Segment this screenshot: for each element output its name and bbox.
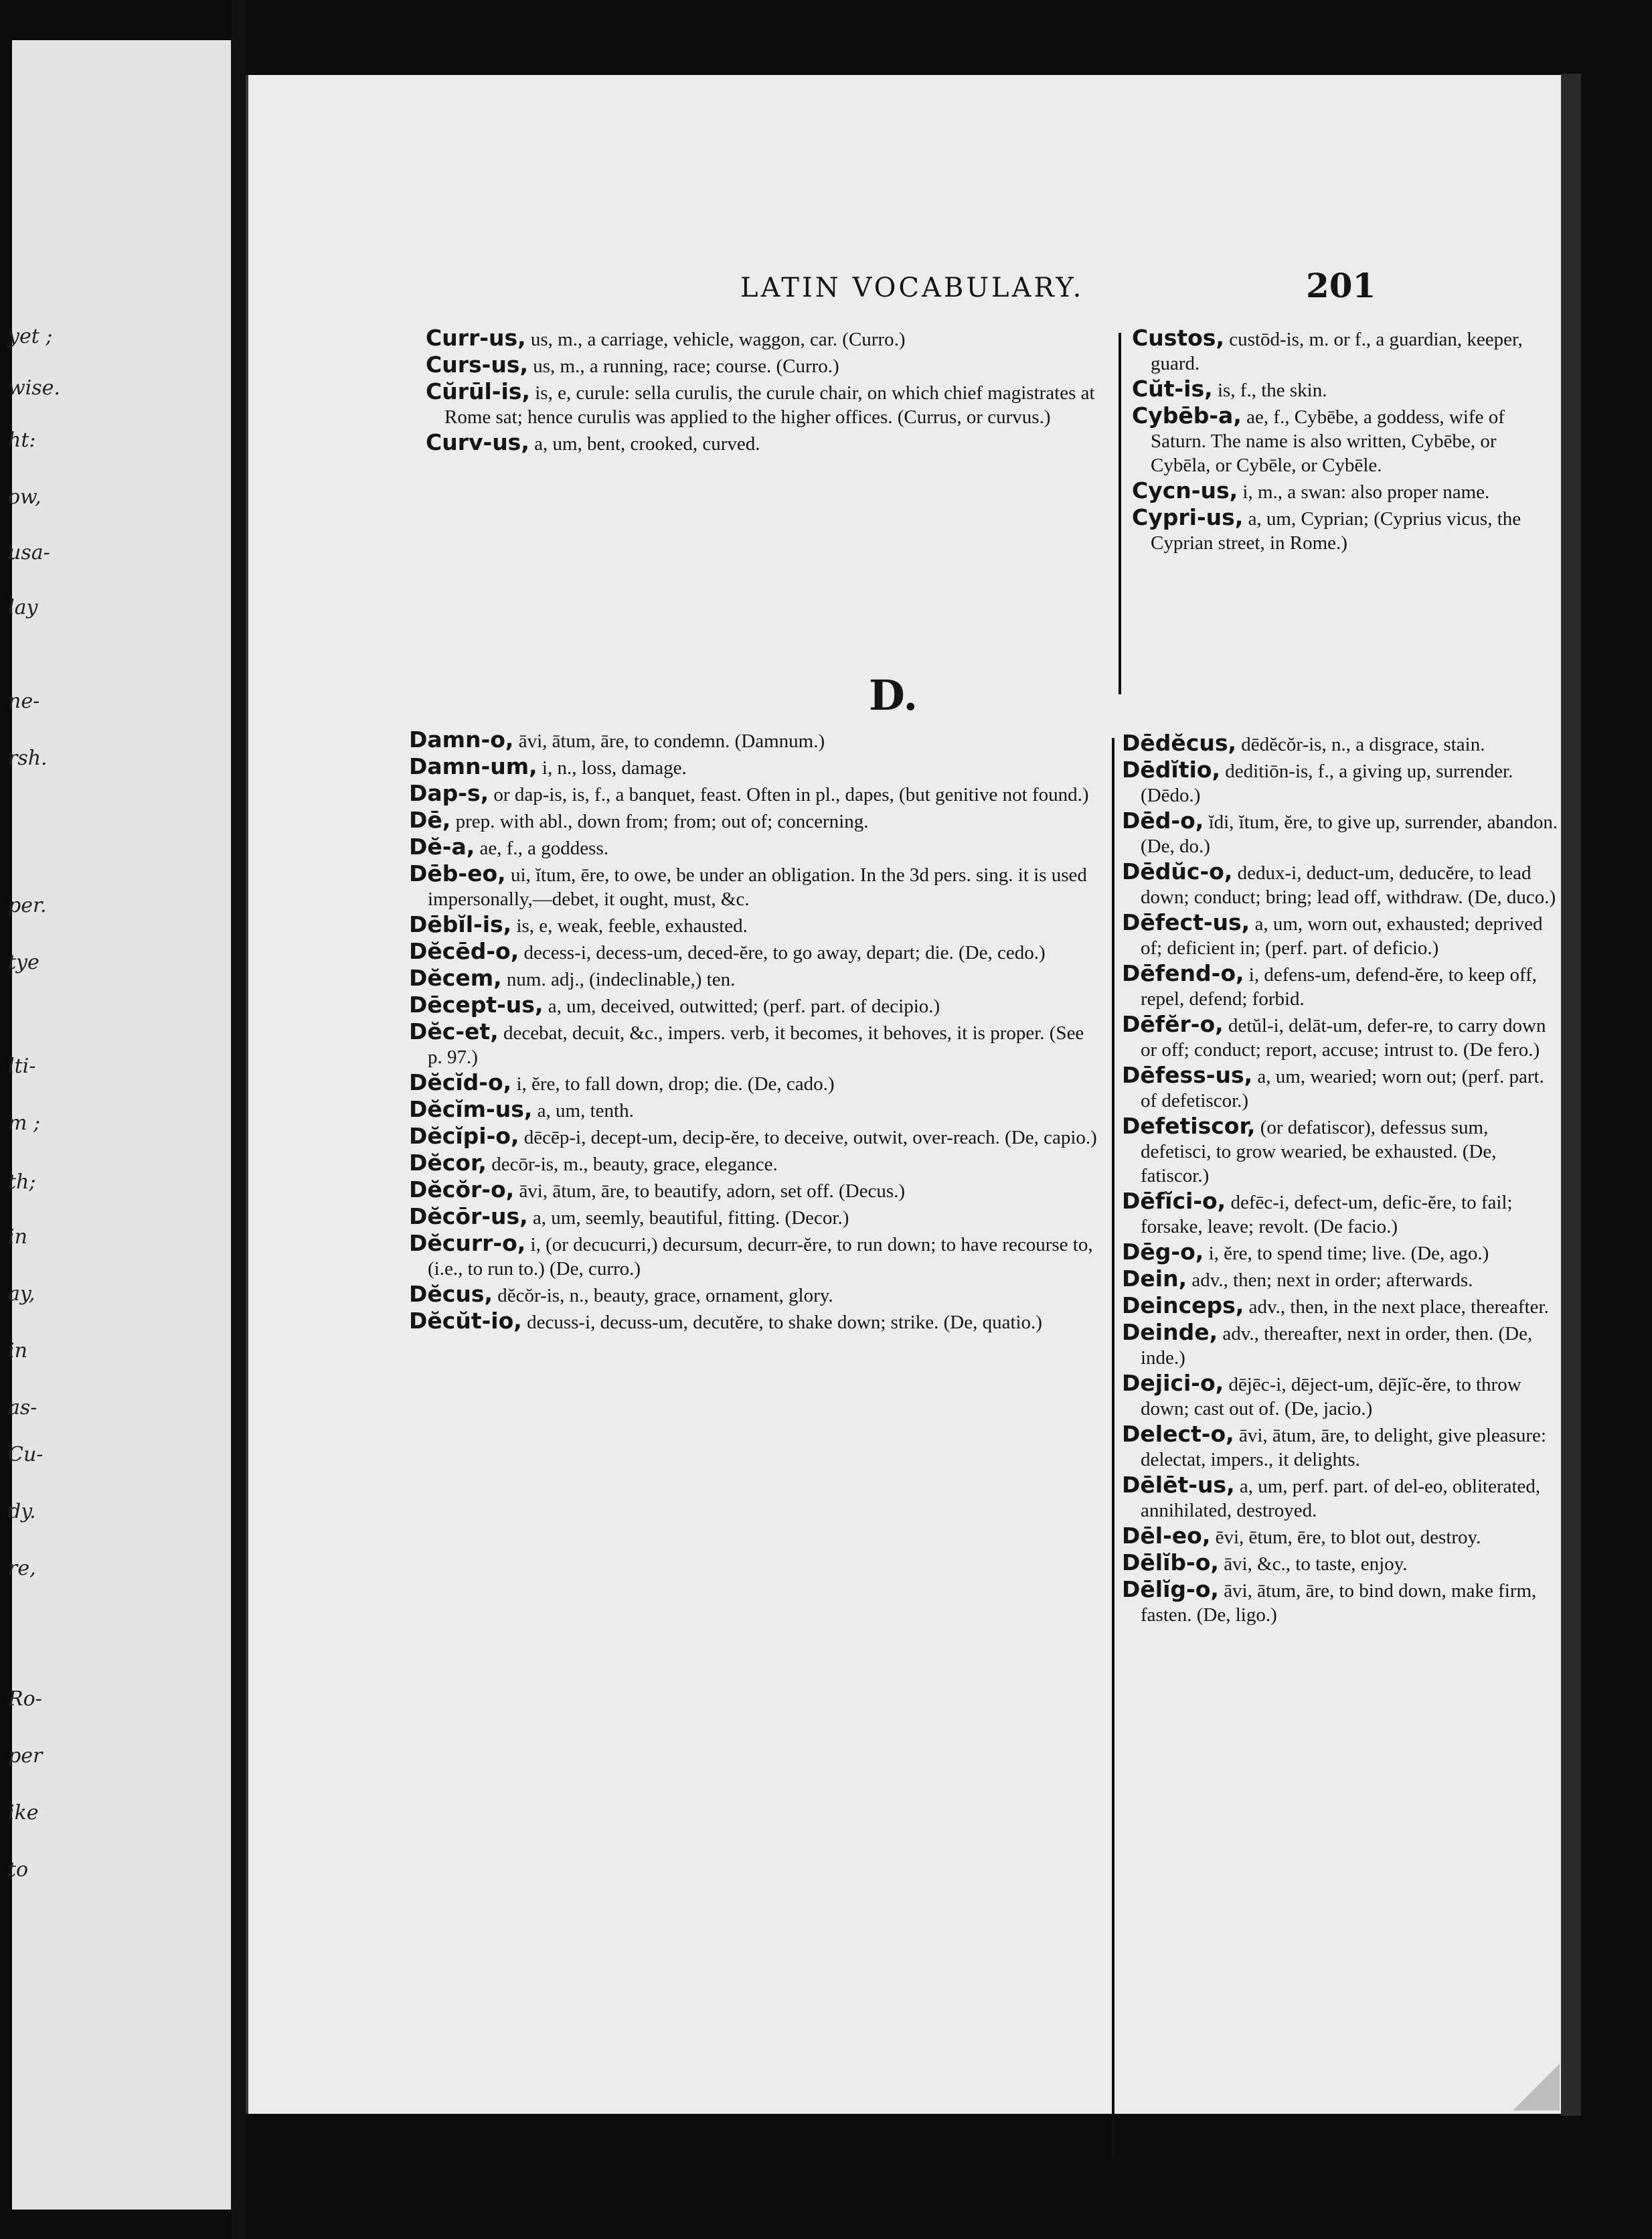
entry-headword: Dēfĕr-o,	[1122, 1011, 1224, 1037]
entry-definition: is, e, weak, feeble, exhausted.	[516, 915, 748, 937]
entry-headword: Cybēb-a,	[1132, 402, 1242, 429]
left-fragment: usa-	[8, 541, 50, 564]
entry-definition: decess-i, decess-um, deced-ĕre, to go away, depart; die. (De, cedo.)	[523, 942, 1046, 963]
left-fragment: re,	[8, 1557, 36, 1580]
entry-definition: a, um, tenth.	[537, 1100, 634, 1122]
entry-definition: ae, f., Cybēbe, a goddess, wife of Saturn. The name is also written, Cybēbe, or Cybēla, or Cybēle, or Cybēle.	[1151, 406, 1505, 476]
entry-headword: Dēdŭc-o,	[1122, 858, 1233, 884]
entry-definition: dĕcŏr-is, n., beauty, grace, ornament, glory.	[497, 1285, 833, 1306]
entry-definition: āvi, &c., to taste, enjoy.	[1224, 1553, 1408, 1575]
entry-headword: Deinceps,	[1122, 1292, 1244, 1318]
entry-headword: Deinde,	[1122, 1319, 1218, 1345]
entry-headword: Dĕc-et,	[409, 1018, 499, 1045]
entry-headword: Dĕcus,	[409, 1281, 493, 1307]
entry-headword: Cycn-us,	[1132, 477, 1238, 504]
dictionary-entry	[409, 1205, 1102, 1230]
column-divider	[1119, 333, 1121, 694]
entry-definition: custōd-is, m. or f., a guardian, keeper, guard.	[1151, 329, 1523, 374]
entry-headword: Damn-um,	[409, 753, 538, 779]
dictionary-entry	[1132, 377, 1560, 402]
dictionary-entry	[1132, 404, 1560, 477]
dictionary-entry	[1122, 1267, 1560, 1292]
page-number: 201	[1306, 266, 1376, 305]
book-gutter	[231, 0, 246, 2239]
entry-definition: dējēc-i, dēject-um, dējĭc-ĕre, to throw down; cast out of. (De, jacio.)	[1141, 1374, 1521, 1419]
dictionary-entry	[1132, 326, 1560, 376]
dictionary-entry	[1122, 1551, 1560, 1576]
dictionary-entry	[1122, 1114, 1560, 1188]
d-right-column	[1122, 731, 1560, 1628]
entry-definition: āvi, ātum, āre, to delight, give pleasure: delectat, impers., it delights.	[1141, 1425, 1546, 1470]
entry-headword: Dĕcŭt-io,	[409, 1308, 522, 1334]
entry-headword: Dēlēt-us,	[1122, 1472, 1235, 1498]
dictionary-entry	[426, 353, 1112, 378]
entry-headword: Custos,	[1132, 325, 1224, 351]
dictionary-entry	[1122, 1240, 1560, 1265]
entry-headword: Dejici-o,	[1122, 1370, 1224, 1396]
entry-headword: Dēfĭci-o,	[1122, 1188, 1226, 1214]
column-divider	[1112, 738, 1114, 2157]
running-title: LATIN VOCABULARY.	[740, 273, 1084, 303]
top-right-column	[1132, 326, 1560, 556]
dictionary-entry	[409, 913, 1102, 938]
entry-definition: dēdĕcŏr-is, n., a disgrace, stain.	[1241, 734, 1485, 755]
entry-definition: i, n., loss, damage.	[542, 757, 687, 779]
left-fragment: ow,	[8, 485, 42, 509]
dictionary-entry	[409, 966, 1102, 992]
dictionary-entry	[1122, 1294, 1560, 1319]
entry-headword: Dēfect-us,	[1122, 909, 1250, 935]
entry-headword: Cypri-us,	[1132, 504, 1244, 530]
left-fragment: wise.	[8, 376, 60, 400]
page-corner-curl	[1513, 2064, 1560, 2110]
dictionary-entry	[409, 1020, 1102, 1069]
entry-headword: Dēg-o,	[1122, 1239, 1204, 1265]
entry-headword: Dēdĭtio,	[1122, 757, 1221, 783]
entry-definition: adv., then, in the next place, thereafter.	[1248, 1296, 1549, 1318]
entry-headword: Dēl-eo,	[1122, 1523, 1211, 1549]
entry-definition: i, m., a swan: also proper name.	[1242, 481, 1490, 503]
entry-headword: Dĕcōr-us,	[409, 1203, 528, 1229]
left-fragment: per.	[8, 894, 47, 917]
entry-headword: Dēfess-us,	[1122, 1062, 1253, 1088]
left-fragment: th;	[8, 1170, 36, 1194]
entry-definition: a, um, worn out, exhausted; deprived of; deficient in; (perf. part. of deficio.)	[1141, 913, 1543, 959]
entry-definition: i, defens-um, defend-ĕre, to keep off, repel, defend; forbid.	[1141, 964, 1538, 1010]
entry-definition: a, um, wearied; worn out; (perf. part. of defetiscor.)	[1141, 1066, 1544, 1111]
entry-definition: a, um, bent, crooked, curved.	[534, 433, 760, 455]
entry-headword: Dēfend-o,	[1122, 960, 1244, 986]
dictionary-entry	[409, 1178, 1102, 1203]
dictionary-entry	[1122, 860, 1560, 909]
left-fragment: Cu-	[8, 1443, 44, 1466]
entry-definition: decebat, decuit, &c., impers. verb, it becomes, it behoves, it is proper. (See p. 97.)	[428, 1022, 1084, 1068]
dictionary-entry	[409, 1282, 1102, 1308]
dictionary-entry	[426, 326, 1112, 352]
entry-definition: a, um, Cyprian; (Cyprius vicus, the Cyprian street, in Rome.)	[1151, 508, 1521, 554]
left-fragment: lti-	[8, 1055, 36, 1078]
dictionary-entry	[1132, 479, 1560, 504]
entry-definition: āvi, ātum, āre, to beautify, adorn, set off. (Decus.)	[519, 1180, 906, 1202]
left-fragment: Ro-	[8, 1687, 42, 1711]
entry-headword: Dēd-o,	[1122, 807, 1204, 834]
entry-headword: Dĕ-a,	[409, 834, 475, 860]
dictionary-entry	[1122, 1524, 1560, 1549]
dictionary-entry	[1122, 731, 1560, 757]
entry-definition: dedux-i, deduct-um, deducĕre, to lead down; conduct; bring; lead off, withdraw. (De, duco.)	[1141, 862, 1556, 908]
dictionary-entry	[1132, 506, 1560, 555]
entry-definition: detŭl-i, delāt-um, defer-re, to carry down or off; conduct; report, accuse; intrust to. (De fero.)	[1141, 1015, 1546, 1061]
left-fragment: rsh.	[8, 747, 48, 770]
entry-headword: Cŭrūl-is,	[426, 378, 530, 404]
entry-definition: a, um, seemly, beautiful, fitting. (Decor.)	[532, 1207, 849, 1229]
entry-headword: Dĕcēd-o,	[409, 938, 519, 964]
left-fragment: to	[8, 1858, 29, 1881]
dictionary-entry	[409, 835, 1102, 860]
entry-definition: defēc-i, defect-um, defic-ĕre, to fail; forsake, leave; revolt. (De facio.)	[1141, 1192, 1513, 1237]
entry-headword: Dĕcem,	[409, 965, 502, 991]
dictionary-entry	[409, 1309, 1102, 1334]
entry-headword: Delect-o,	[1122, 1421, 1234, 1447]
dictionary-entry	[1122, 1371, 1560, 1421]
entry-headword: Dĕcĭd-o,	[409, 1069, 512, 1095]
entry-headword: Dēlĭb-o,	[1122, 1549, 1219, 1575]
entry-headword: Curr-us,	[426, 325, 526, 351]
entry-definition: i, ĕre, to spend time; live. (De, ago.)	[1208, 1243, 1489, 1264]
dictionary-entry	[1122, 1577, 1560, 1627]
entry-headword: Dēlĭg-o,	[1122, 1576, 1219, 1602]
dictionary-entry	[1122, 961, 1560, 1011]
entry-headword: Curs-us,	[426, 352, 528, 378]
entry-headword: Cŭt-is,	[1132, 376, 1213, 402]
entry-headword: Dĕcŏr-o,	[409, 1176, 515, 1203]
entry-headword: Dēbĭl-is,	[409, 911, 512, 937]
dictionary-entry	[409, 1231, 1102, 1281]
dictionary-entry	[409, 1124, 1102, 1150]
dictionary-entry	[1122, 1422, 1560, 1472]
entry-definition: a, um, deceived, outwitted; (perf. part. of decipio.)	[548, 996, 940, 1017]
entry-headword: Dĕcurr-o,	[409, 1230, 526, 1256]
entry-headword: Dē,	[409, 807, 451, 833]
entry-definition: ēvi, ētum, ēre, to blot out, destroy.	[1215, 1527, 1481, 1548]
dictionary-entry	[409, 728, 1102, 753]
right-page-edge	[1561, 74, 1581, 2116]
entry-definition: us, m., a running, race; course. (Curro.)	[533, 356, 839, 377]
entry-definition: adv., thereafter, next in order, then. (De, inde.)	[1141, 1323, 1533, 1369]
left-fragment: ike	[8, 1801, 39, 1825]
left-fragment: in	[8, 1339, 27, 1363]
dictionary-entry	[409, 993, 1102, 1018]
entry-definition: ĭdi, ĭtum, ĕre, to give up, surrender, abandon. (De, do.)	[1141, 812, 1558, 857]
left-fragment: ht:	[8, 429, 36, 452]
entry-headword: Dĕcĭm-us,	[409, 1096, 533, 1122]
entry-headword: Dap-s,	[409, 780, 489, 806]
left-fragment: as-	[8, 1396, 37, 1419]
entry-definition: decuss-i, decuss-um, decutĕre, to shake down; strike. (De, quatio.)	[527, 1312, 1042, 1333]
dictionary-entry	[1122, 758, 1560, 807]
top-left-column	[426, 326, 1112, 457]
entry-headword: Dēdĕcus,	[1122, 730, 1237, 756]
entry-headword: Defetiscor,	[1122, 1113, 1256, 1139]
entry-headword: Dĕcor,	[409, 1150, 487, 1176]
entry-definition: (or defatiscor), defessus sum, defetisci, to grow wearied, be exhausted. (De, fatiscor.)	[1141, 1117, 1497, 1186]
entry-definition: deditiōn-is, f., a giving up, surrender. (Dēdo.)	[1141, 761, 1513, 806]
dictionary-entry	[409, 808, 1102, 834]
entry-definition: adv., then; next in order; afterwards.	[1191, 1269, 1473, 1291]
left-fragment: dy.	[8, 1500, 36, 1523]
dictionary-entry	[1122, 1063, 1560, 1113]
left-fragment: tye	[8, 951, 39, 974]
entry-definition: i, ĕre, to fall down, drop; die. (De, cado.)	[516, 1073, 835, 1095]
dictionary-entry	[409, 939, 1102, 965]
dictionary-entry	[409, 1097, 1102, 1123]
dictionary-entry	[409, 1151, 1102, 1176]
dictionary-entry	[1122, 1320, 1560, 1370]
entry-definition: ui, ĭtum, ēre, to owe, be under an obligation. In the 3d pers. sing. it is used impersonally,—debet, it ought, must, &c.	[428, 864, 1087, 910]
entry-definition: num. adj., (indeclinable,) ten.	[506, 969, 736, 990]
dictionary-entry	[426, 380, 1112, 429]
dictionary-entry	[1122, 1012, 1560, 1062]
dictionary-entry	[409, 781, 1102, 807]
left-fragment: m ;	[8, 1111, 41, 1135]
entry-definition: us, m., a carriage, vehicle, waggon, car. (Curro.)	[530, 329, 906, 350]
dictionary-entry	[409, 755, 1102, 780]
entry-headword: Dein,	[1122, 1265, 1187, 1292]
page-header	[248, 266, 1564, 313]
entry-definition: prep. with abl., down from; from; out of; concerning.	[455, 811, 869, 832]
entry-headword: Dēcept-us,	[409, 992, 544, 1018]
dictionary-entry	[409, 1071, 1102, 1096]
entry-definition: ae, f., a goddess.	[479, 838, 608, 859]
entry-definition: is, e, curule: sella curulis, the curule chair, on which chief magistrates at Rome sat; hence curulis was applied to the higher offices. (Currus, or curvus.)	[444, 382, 1095, 428]
section-letter: D.	[869, 671, 918, 720]
entry-definition: dēcēp-i, decept-um, decip-ĕre, to deceive, outwit, over-reach. (De, capio.)	[523, 1127, 1097, 1148]
entry-definition: āvi, ātum, āre, to bind down, make firm, fasten. (De, ligo.)	[1141, 1580, 1537, 1626]
left-fragment: ay,	[8, 1282, 35, 1306]
entry-headword: Dēb-eo,	[409, 860, 506, 886]
entry-definition: āvi, ātum, āre, to condemn. (Damnum.)	[518, 730, 825, 752]
left-fragment: ne-	[8, 690, 40, 713]
dictionary-entry	[1122, 809, 1560, 858]
left-fragment: per	[8, 1744, 43, 1768]
left-fragment: yet ;	[8, 325, 53, 348]
entry-headword: Damn-o,	[409, 726, 514, 753]
entry-definition: decōr-is, m., beauty, grace, elegance.	[491, 1154, 778, 1175]
dictionary-entry	[409, 862, 1102, 911]
left-page-edge	[0, 40, 235, 2210]
entry-definition: a, um, perf. part. of del-eo, obliterated, annihilated, destroyed.	[1141, 1476, 1541, 1521]
entry-definition: is, f., the skin.	[1217, 380, 1327, 401]
left-fragment: lay	[8, 596, 38, 619]
dictionary-entry	[1122, 1473, 1560, 1523]
dictionary-entry	[426, 431, 1112, 456]
entry-definition: or dap-is, is, f., a banquet, feast. Often in pl., dapes, (but genitive not found.)	[493, 784, 1089, 805]
entry-definition: i, (or decucurri,) decursum, decurr-ĕre, to run down; to have recourse to, (i.e., to run to.) (De, curro.)	[428, 1234, 1093, 1280]
d-left-column	[409, 728, 1102, 1336]
entry-headword: Curv-us,	[426, 429, 529, 455]
entry-headword: Dĕcĭpi-o,	[409, 1123, 519, 1149]
dictionary-page	[246, 75, 1564, 2114]
left-fragment: in	[8, 1225, 27, 1249]
dictionary-entry	[1122, 911, 1560, 960]
dictionary-entry	[1122, 1189, 1560, 1239]
